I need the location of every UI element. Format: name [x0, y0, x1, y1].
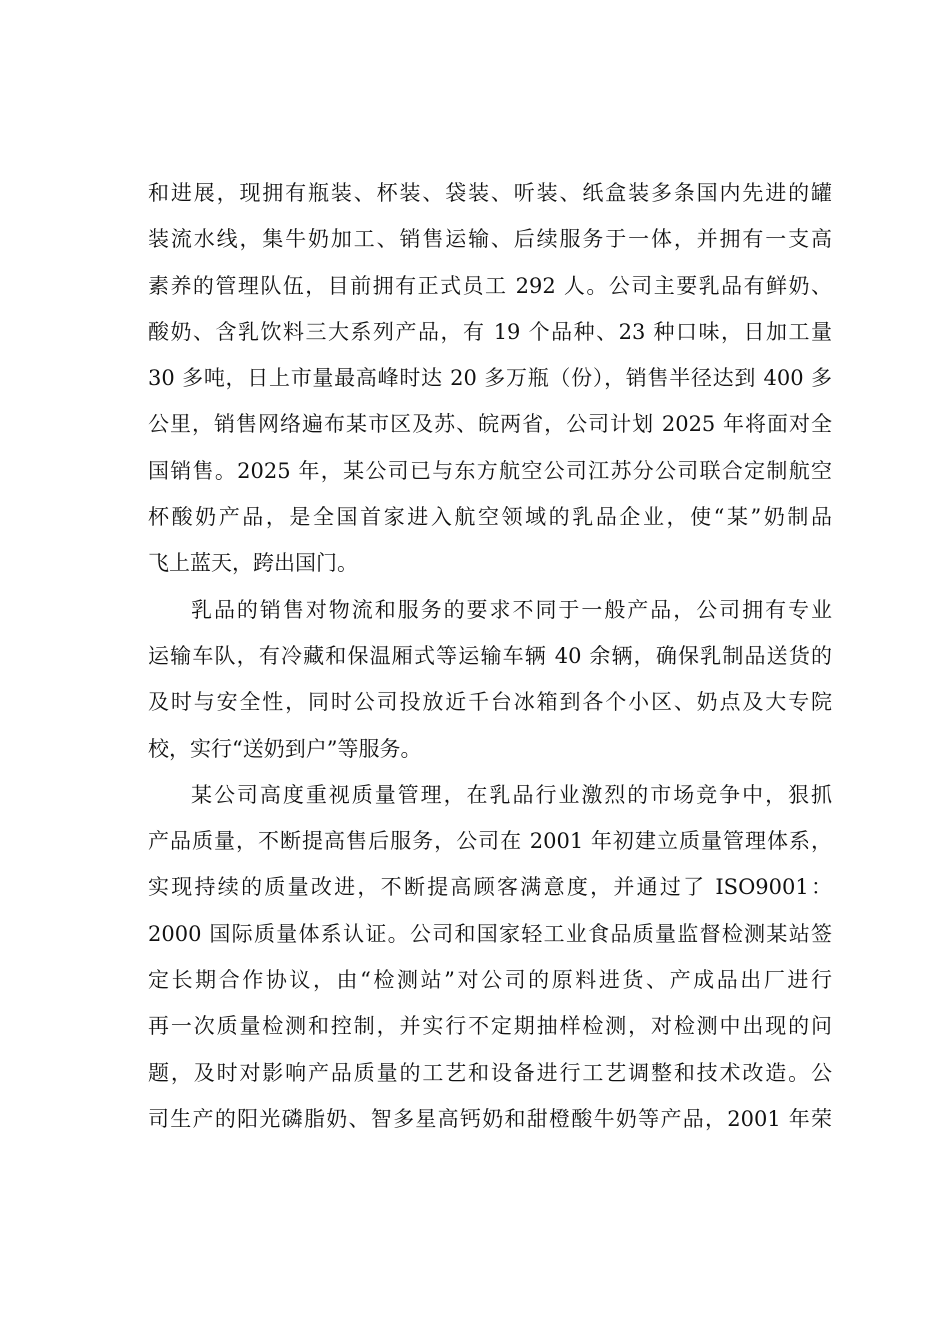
text-line: 国销售。2025 年，某公司已与东方航空公司江苏分公司联合定制航空 — [148, 458, 832, 483]
text-line: 题，及时对影响产品质量的工艺和设备进行工艺调整和技术改造。公 — [148, 1060, 832, 1085]
text-line: 公里，销售网络遍布某市区及苏、皖两省，公司计划 2025 年将面对全 — [148, 412, 832, 437]
text-line: 产品质量，不断提高售后服务，公司在 2001 年初建立质量管理体系， — [148, 829, 832, 854]
text-line: 2000 国际质量体系认证。公司和国家轻工业食品质量监督检测某站签 — [148, 921, 832, 946]
text-line: 定长期合作协议，由“检测站”对公司的原料进货、产成品出厂进行 — [148, 968, 832, 993]
text-line: 实现持续的质量改进，不断提高顾客满意度，并通过了 ISO9001： — [148, 875, 832, 900]
paragraph-logistics — [148, 587, 832, 772]
text-line: 素养的管理队伍，目前拥有正式员工 292 人。公司主要乳品有鲜奶、 — [148, 273, 832, 298]
body-text — [148, 170, 832, 1142]
text-line: 运输车队，有冷藏和保温厢式等运输车辆 40 余辆，确保乳制品送货的 — [148, 643, 832, 668]
text-line: 校，实行“送奶到户”等服务。 — [148, 736, 422, 761]
text-line: 司生产的阳光磷脂奶、智多星高钙奶和甜橙酸牛奶等产品，2001 年荣 — [148, 1106, 832, 1131]
text-line: 酸奶、含乳饮料三大系列产品，有 19 个品种、23 种口味，日加工量 — [148, 319, 832, 344]
paragraph-company-intro — [148, 170, 832, 587]
text-line: 再一次质量检测和控制，并实行不定期抽样检测，对检测中出现的问 — [148, 1014, 832, 1039]
text-line: 装流水线，集牛奶加工、销售运输、后续服务于一体，并拥有一支高 — [148, 227, 832, 252]
text-line: 飞上蓝天，跨出国门。 — [148, 551, 358, 576]
text-line: 和进展，现拥有瓶装、杯装、袋装、听装、纸盒装多条国内先进的罐 — [148, 181, 832, 205]
text-line: 杯酸奶产品，是全国首家进入航空领域的乳品企业，使“某”奶制品 — [148, 505, 832, 530]
paragraph-quality — [148, 772, 832, 1142]
text-line: 及时与安全性，同时公司投放近千台冰箱到各个小区、奶点及大专院 — [148, 690, 832, 715]
text-line: 某公司高度重视质量管理，在乳品行业激烈的市场竞争中，狠抓 — [191, 782, 832, 807]
text-line: 乳品的销售对物流和服务的要求不同于一般产品，公司拥有专业 — [191, 597, 832, 622]
text-line: 30 多吨，日上市量最高峰时达 20 多万瓶（份），销售半径达到 400 多 — [148, 366, 832, 391]
